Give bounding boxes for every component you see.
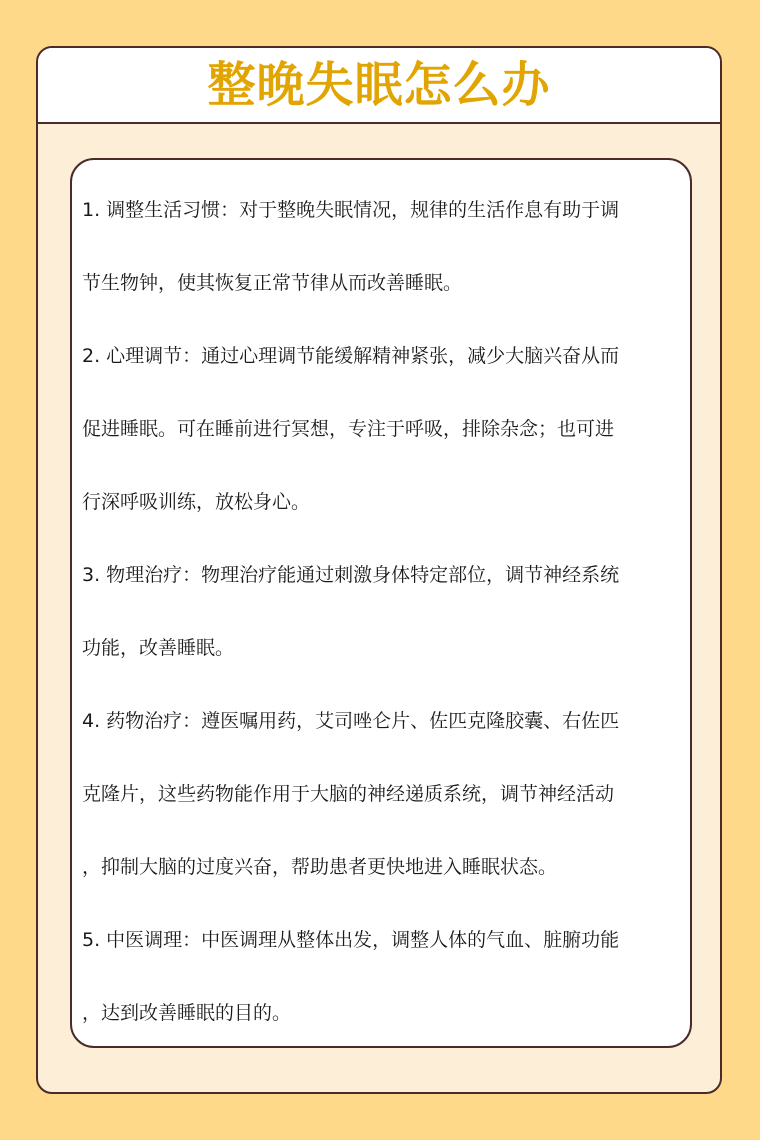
- page-title: 整晚失眠怎么办: [207, 57, 551, 113]
- outer-card: [36, 46, 722, 1094]
- paragraph-line: 行深呼吸训练，放松身心。: [82, 491, 311, 513]
- paragraph-line: 功能，改善睡眠。: [82, 637, 235, 659]
- content-body: [82, 174, 682, 1048]
- paragraph-5: [82, 904, 682, 1048]
- paragraph-4: [82, 685, 682, 904]
- paragraph-line: 节生物钟，使其恢复正常节律从而改善睡眠。: [82, 272, 463, 294]
- paragraph-line: 2. 心理调节：通过心理调节能缓解精神紧张，减少大脑兴奋从而: [82, 345, 620, 367]
- title-bar: [38, 48, 720, 124]
- paragraph-1: [82, 174, 682, 320]
- paragraph-3: [82, 539, 682, 685]
- content-card: [70, 158, 692, 1048]
- paragraph-line: ，达到改善睡眠的目的。: [82, 1002, 292, 1024]
- paragraph-line: 1. 调整生活习惯：对于整晚失眠情况，规律的生活作息有助于调: [82, 199, 620, 221]
- paragraph-line: 3. 物理治疗：物理治疗能通过刺激身体特定部位，调节神经系统: [82, 564, 620, 586]
- paragraph-line: 促进睡眠。可在睡前进行冥想，专注于呼吸，排除杂念；也可进: [82, 418, 615, 440]
- paragraph-line: 4. 药物治疗：遵医嘱用药，艾司唑仑片、佐匹克隆胶囊、右佐匹: [82, 710, 620, 732]
- paragraph-line: 5. 中医调理：中医调理从整体出发，调整人体的气血、脏腑功能: [82, 929, 620, 951]
- paragraph-2: [82, 320, 682, 539]
- paragraph-line: ，抑制大脑的过度兴奋，帮助患者更快地进入睡眠状态。: [82, 856, 558, 878]
- paragraph-line: 克隆片，这些药物能作用于大脑的神经递质系统，调节神经活动: [82, 783, 615, 805]
